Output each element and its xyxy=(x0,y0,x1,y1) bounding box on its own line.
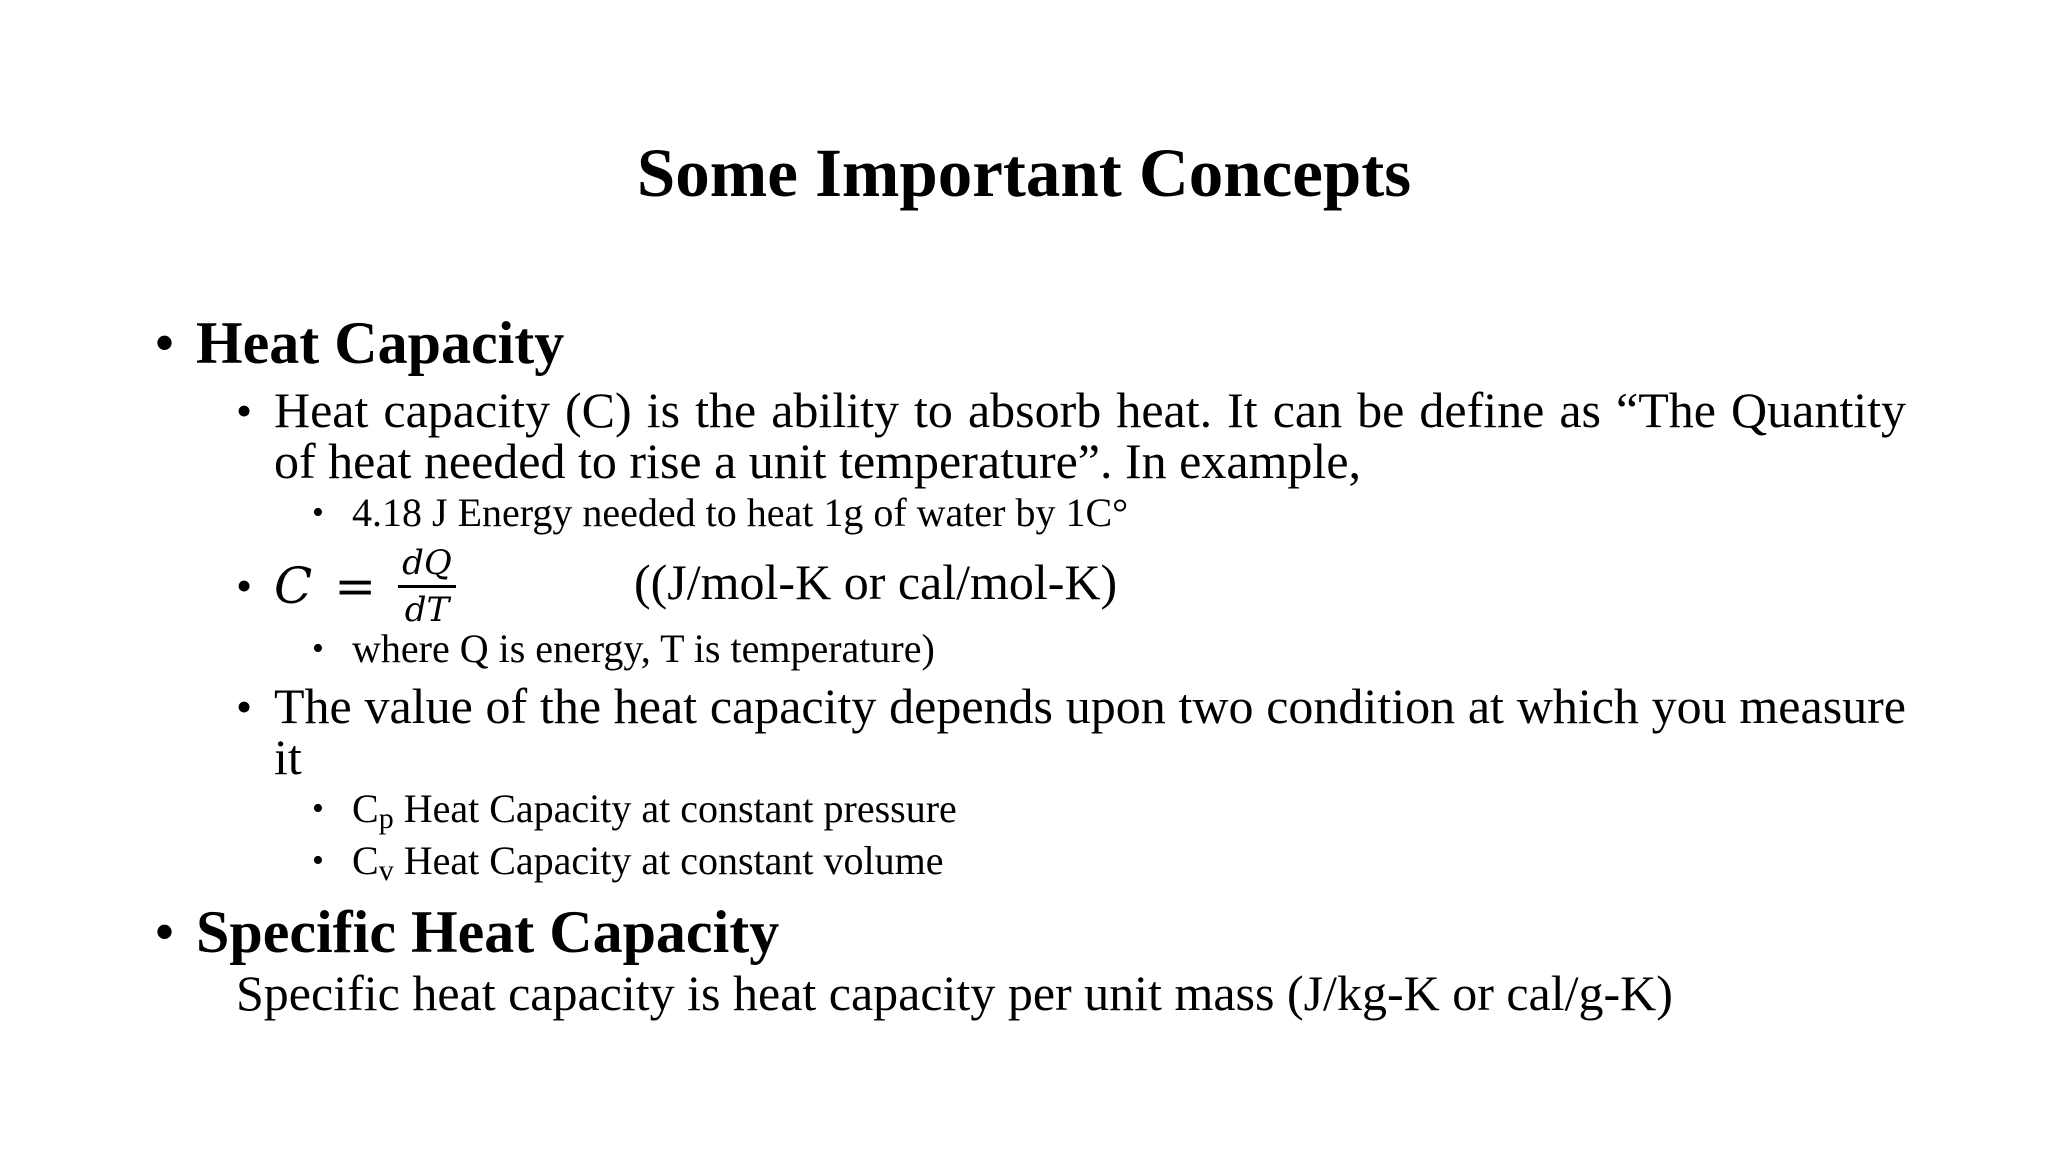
condition-constant-volume xyxy=(352,836,944,890)
formula-numerator: dQ xyxy=(402,542,452,583)
bullet-icon: • xyxy=(154,899,176,965)
heat-capacity-definition: Heat capacity (C) is the ability to absorb heat. It can be define as “The Quantity of heat needed to rise a unit temperature”. In example, xyxy=(274,382,1906,489)
formula-lhs: C xyxy=(274,557,313,615)
bullet-icon: • xyxy=(154,310,176,376)
heat-capacity-example: 4.18 J Energy needed to heat 1g of water by 1C° xyxy=(352,490,1129,535)
bullet-icon: • xyxy=(236,560,253,611)
section-heading-heat-capacity: Heat Capacity xyxy=(196,310,565,376)
bullet-icon: • xyxy=(236,681,253,732)
condition-subscript: v xyxy=(378,854,394,887)
fraction-bar xyxy=(398,585,456,588)
formula-note: where Q is energy, T is temperature) xyxy=(352,626,935,671)
slide-title: Some Important Concepts xyxy=(636,135,1412,211)
formula-fraction xyxy=(398,543,456,630)
bullet-icon: • xyxy=(312,842,324,879)
condition-subscript: p xyxy=(378,802,394,835)
bullet-icon: • xyxy=(312,494,324,531)
formula-equals: = xyxy=(334,557,377,615)
condition-symbol: C xyxy=(352,838,379,883)
bullet-icon: • xyxy=(312,630,324,667)
heat-capacity-formula xyxy=(274,536,456,636)
bullet-icon: • xyxy=(312,790,324,827)
condition-symbol: C xyxy=(352,786,379,831)
specific-heat-capacity-text: Specific heat capacity is heat capacity per unit mass (J/kg-K or cal/g-K) xyxy=(236,965,1673,1021)
bullet-icon: • xyxy=(236,385,253,436)
heat-capacity-dependence: The value of the heat capacity depends upon two condition at which you measure it xyxy=(274,678,1906,785)
condition-text: Heat Capacity at constant pressure xyxy=(403,786,957,831)
condition-text: Heat Capacity at constant volume xyxy=(403,838,944,883)
section-heading-specific-heat-capacity: Specific Heat Capacity xyxy=(196,899,780,965)
formula-denominator: dT xyxy=(404,589,450,630)
formula-units: ((J/mol-K or cal/mol-K) xyxy=(634,554,1118,610)
condition-constant-pressure xyxy=(352,784,957,838)
